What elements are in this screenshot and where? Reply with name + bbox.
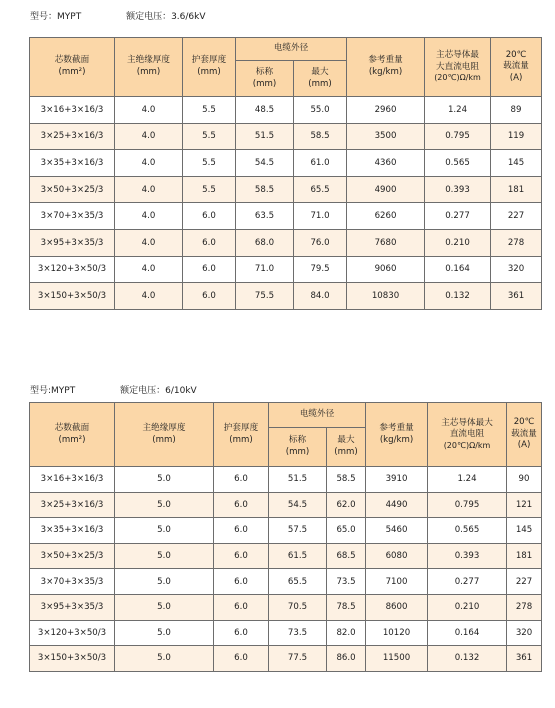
table-row [30, 467, 542, 493]
cell-weight: 7100 [366, 569, 428, 595]
header-weight-label: 参考重量 [379, 422, 414, 433]
header-ampacity [491, 38, 542, 97]
header-nominal [269, 428, 327, 467]
cell-weight: 4900 [347, 176, 425, 203]
header-insulation-label: 主绝缘厚度 [142, 422, 186, 433]
header-ampacity-line2: 载流量 [511, 428, 537, 439]
header-ampacity-line1: 20℃ [505, 49, 527, 60]
cell-nominal: 61.5 [269, 543, 327, 569]
cell-resistance: 0.132 [428, 646, 507, 672]
cell-sheath: 6.0 [183, 229, 236, 256]
header-outer-diameter: 电缆外径 [236, 38, 347, 61]
cell-sheath: 5.5 [183, 176, 236, 203]
table-row [30, 518, 542, 544]
header-section-label: 芯数截面 [54, 55, 90, 66]
cell-insulation: 4.0 [115, 150, 183, 177]
header-sheath-unit: (mm) [229, 434, 253, 445]
cell-section: 3×50+3×25/3 [30, 543, 115, 569]
header-section-unit: (mm²) [58, 434, 86, 445]
header-nominal-label: 标称 [288, 435, 307, 446]
cell-ampacity: 145 [491, 150, 542, 177]
cell-section: 3×150+3×50/3 [30, 646, 115, 672]
cell-max: 61.0 [294, 150, 347, 177]
header-insulation-unit: (mm) [136, 67, 161, 77]
cell-resistance: 1.24 [425, 97, 491, 124]
cell-section: 3×50+3×25/3 [30, 176, 115, 203]
cell-ampacity: 181 [507, 543, 542, 569]
cell-insulation: 4.0 [115, 283, 183, 310]
table-row [30, 646, 542, 672]
cell-max: 58.5 [294, 123, 347, 150]
cell-sheath: 6.0 [214, 543, 269, 569]
cell-resistance: 0.164 [425, 256, 491, 283]
header-sheath-unit: (mm) [197, 67, 221, 77]
cell-section: 3×25+3×16/3 [30, 492, 115, 518]
header-insulation [115, 38, 183, 97]
cell-insulation: 5.0 [115, 594, 214, 620]
rated-voltage-label: 额定电压：3.6/6kV [126, 12, 206, 22]
header-resistance-line2: 直流电阻 [449, 429, 485, 440]
cell-section: 3×35+3×16/3 [30, 150, 115, 177]
cell-nominal: 63.5 [236, 203, 294, 230]
cell-max: 86.0 [327, 646, 366, 672]
table-row [30, 176, 542, 203]
header-ampacity-unit: (A) [509, 72, 523, 83]
cell-ampacity: 320 [491, 256, 542, 283]
cell-weight: 11500 [366, 646, 428, 672]
cell-ampacity: 119 [491, 123, 542, 150]
header-weight-unit: (kg/km) [379, 434, 414, 445]
cell-ampacity: 227 [491, 203, 542, 230]
header-ampacity-line1: 20℃ [513, 417, 535, 428]
header-max-label: 最大 [311, 66, 329, 77]
table-body [30, 97, 542, 310]
cell-weight: 3500 [347, 123, 425, 150]
header-max [294, 61, 347, 97]
cell-ampacity: 227 [507, 569, 542, 595]
table-caption [30, 383, 197, 396]
cell-max: 78.5 [327, 594, 366, 620]
table-row [30, 620, 542, 646]
cell-max: 55.0 [294, 97, 347, 124]
cell-sheath: 6.0 [183, 256, 236, 283]
table-header [30, 38, 542, 97]
cell-ampacity: 181 [491, 176, 542, 203]
header-ampacity-unit: (A) [517, 440, 531, 451]
table-row [30, 97, 542, 124]
cable-spec-table [29, 37, 542, 310]
header-sheath-label: 护套厚度 [223, 422, 259, 433]
cell-nominal: 54.5 [269, 492, 327, 518]
cell-max: 65.0 [327, 518, 366, 544]
cell-nominal: 77.5 [269, 646, 327, 672]
header-weight-unit: (kg/km) [368, 67, 403, 77]
cell-weight: 7680 [347, 229, 425, 256]
cell-ampacity: 278 [491, 229, 542, 256]
header-sheath [183, 38, 236, 97]
cell-resistance: 0.393 [425, 176, 491, 203]
cell-resistance: 0.132 [425, 283, 491, 310]
header-resistance-line2: 大直流电阻 [436, 61, 479, 72]
cell-sheath: 6.0 [183, 283, 236, 310]
cell-ampacity: 320 [507, 620, 542, 646]
header-weight [366, 403, 428, 467]
table-row [30, 543, 542, 569]
cell-section: 3×95+3×35/3 [30, 229, 115, 256]
table-row [30, 594, 542, 620]
cell-nominal: 58.5 [236, 176, 294, 203]
cell-nominal: 57.5 [269, 518, 327, 544]
cell-insulation: 5.0 [115, 569, 214, 595]
cell-max: 79.5 [294, 256, 347, 283]
cell-section: 3×120+3×50/3 [30, 620, 115, 646]
cell-resistance: 0.210 [428, 594, 507, 620]
cell-max: 71.0 [294, 203, 347, 230]
cell-ampacity: 90 [507, 467, 542, 493]
cell-resistance: 0.565 [425, 150, 491, 177]
cell-ampacity: 361 [507, 646, 542, 672]
cell-insulation: 4.0 [115, 229, 183, 256]
cell-insulation: 5.0 [115, 543, 214, 569]
model-label: 型号：MYPT [30, 12, 82, 22]
cable-spec-table [29, 402, 542, 672]
model-label: 型号:MYPT [30, 386, 76, 396]
cell-sheath: 6.0 [214, 594, 269, 620]
table-row [30, 229, 542, 256]
cell-weight: 9060 [347, 256, 425, 283]
header-resistance [425, 38, 491, 97]
header-nominal [236, 61, 294, 97]
cell-insulation: 5.0 [115, 492, 214, 518]
cell-weight: 6080 [366, 543, 428, 569]
cell-ampacity: 145 [507, 518, 542, 544]
header-weight-label: 参考重量 [368, 55, 403, 66]
header-resistance [428, 403, 507, 467]
cell-sheath: 5.5 [183, 97, 236, 124]
cell-max: 68.5 [327, 543, 366, 569]
cell-section: 3×35+3×16/3 [30, 518, 115, 544]
cell-resistance: 0.164 [428, 620, 507, 646]
table-header [30, 403, 542, 467]
cell-insulation: 5.0 [115, 518, 214, 544]
header-nominal-unit: (mm) [252, 78, 277, 89]
cell-section: 3×16+3×16/3 [30, 467, 115, 493]
cell-ampacity: 89 [491, 97, 542, 124]
cell-sheath: 6.0 [214, 569, 269, 595]
header-section [30, 403, 115, 467]
cell-resistance: 0.210 [425, 229, 491, 256]
cell-section: 3×25+3×16/3 [30, 123, 115, 150]
cell-max: 73.5 [327, 569, 366, 595]
cell-insulation: 4.0 [115, 256, 183, 283]
header-resistance-line1: 主芯导体最大 [441, 417, 493, 428]
cell-insulation: 5.0 [115, 620, 214, 646]
header-resistance-unit: (20℃)Ω/km [443, 440, 491, 450]
cell-nominal: 68.0 [236, 229, 294, 256]
cell-weight: 6260 [347, 203, 425, 230]
cell-sheath: 6.0 [183, 203, 236, 230]
cell-sheath: 6.0 [214, 492, 269, 518]
header-sheath-label: 护套厚度 [191, 55, 227, 66]
table-row [30, 569, 542, 595]
table-row [30, 150, 542, 177]
header-nominal-unit: (mm) [285, 447, 310, 457]
cell-sheath: 6.0 [214, 620, 269, 646]
cell-weight: 4360 [347, 150, 425, 177]
header-sheath [214, 403, 269, 467]
cell-nominal: 48.5 [236, 97, 294, 124]
cell-nominal: 71.0 [236, 256, 294, 283]
table-row [30, 123, 542, 150]
cell-max: 76.0 [294, 229, 347, 256]
cell-section: 3×70+3×35/3 [30, 203, 115, 230]
cell-insulation: 4.0 [115, 203, 183, 230]
table-row [30, 283, 542, 310]
table-row [30, 203, 542, 230]
cell-nominal: 70.5 [269, 594, 327, 620]
cell-weight: 8600 [366, 594, 428, 620]
cell-sheath: 6.0 [214, 518, 269, 544]
cell-weight: 10120 [366, 620, 428, 646]
cell-sheath: 6.0 [214, 467, 269, 493]
cell-insulation: 5.0 [115, 646, 214, 672]
cell-insulation: 4.0 [115, 123, 183, 150]
table-caption [30, 9, 206, 22]
cell-insulation: 4.0 [115, 176, 183, 203]
header-max [327, 428, 366, 467]
cell-weight: 5460 [366, 518, 428, 544]
cell-section: 3×70+3×35/3 [30, 569, 115, 595]
cell-resistance: 0.565 [428, 518, 507, 544]
cell-insulation: 4.0 [115, 97, 183, 124]
cell-nominal: 51.5 [269, 467, 327, 493]
header-max-label: 最大 [337, 435, 355, 446]
table-row [30, 492, 542, 518]
header-insulation-unit: (mm) [152, 434, 176, 445]
header-max-unit: (mm) [334, 447, 358, 457]
cell-weight: 2960 [347, 97, 425, 124]
header-resistance-line1: 主芯导体最 [436, 50, 479, 60]
header-section-unit: (mm²) [58, 67, 86, 77]
cell-max: 62.0 [327, 492, 366, 518]
header-nominal-label: 标称 [255, 66, 274, 77]
cell-sheath: 6.0 [214, 646, 269, 672]
cell-section: 3×120+3×50/3 [30, 256, 115, 283]
cell-resistance: 1.24 [428, 467, 507, 493]
cell-weight: 4490 [366, 492, 428, 518]
cell-section: 3×150+3×50/3 [30, 283, 115, 310]
cell-max: 65.5 [294, 176, 347, 203]
cell-max: 58.5 [327, 467, 366, 493]
table-row [30, 256, 542, 283]
cell-ampacity: 121 [507, 492, 542, 518]
header-resistance-unit: (20℃)Ω/km [434, 73, 481, 83]
header-insulation [115, 403, 214, 467]
cell-max: 84.0 [294, 283, 347, 310]
header-max-unit: (mm) [308, 78, 332, 89]
cell-resistance: 0.277 [425, 203, 491, 230]
cell-ampacity: 278 [507, 594, 542, 620]
cell-nominal: 54.5 [236, 150, 294, 177]
header-ampacity [507, 403, 542, 467]
cell-insulation: 5.0 [115, 467, 214, 493]
cell-resistance: 0.277 [428, 569, 507, 595]
rated-voltage-label: 额定电压：6/10kV [120, 386, 197, 396]
cell-sheath: 5.5 [183, 150, 236, 177]
header-section-label: 芯数截面 [54, 422, 90, 433]
table-body [30, 467, 542, 672]
cell-resistance: 0.795 [428, 492, 507, 518]
cell-sheath: 5.5 [183, 123, 236, 150]
header-ampacity-line2: 载流量 [503, 61, 529, 72]
cell-nominal: 75.5 [236, 283, 294, 310]
cell-nominal: 73.5 [269, 620, 327, 646]
cell-section: 3×95+3×35/3 [30, 594, 115, 620]
header-outer-diameter: 电缆外径 [269, 403, 366, 428]
cell-resistance: 0.795 [425, 123, 491, 150]
cell-max: 82.0 [327, 620, 366, 646]
cell-nominal: 51.5 [236, 123, 294, 150]
cell-ampacity: 361 [491, 283, 542, 310]
cell-resistance: 0.393 [428, 543, 507, 569]
header-weight [347, 38, 425, 97]
header-insulation-label: 主绝缘厚度 [127, 55, 170, 66]
cell-weight: 10830 [347, 283, 425, 310]
header-section [30, 38, 115, 97]
cell-weight: 3910 [366, 467, 428, 493]
cell-nominal: 65.5 [269, 569, 327, 595]
cell-section: 3×16+3×16/3 [30, 97, 115, 124]
